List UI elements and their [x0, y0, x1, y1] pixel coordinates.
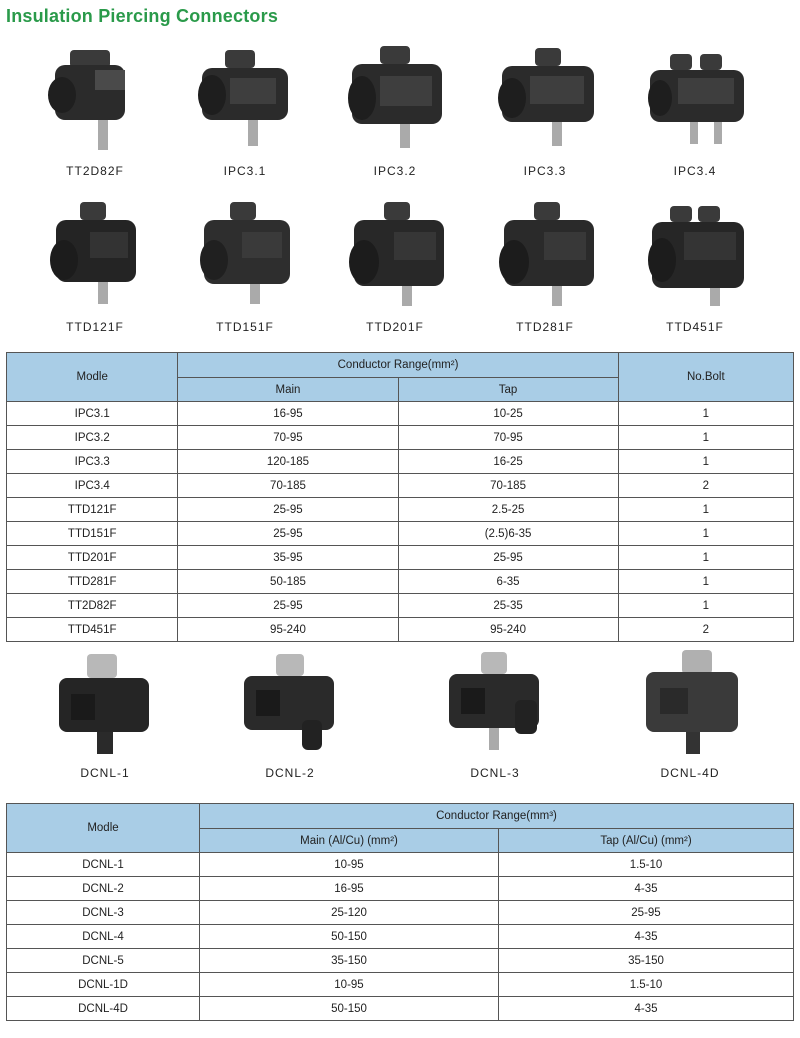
- model-cell: DCNL-4D: [7, 997, 200, 1021]
- main-cell: 70-185: [178, 474, 398, 498]
- connector-image: [640, 40, 750, 160]
- connector-image: [40, 198, 150, 316]
- product-ttd281f: [470, 198, 620, 334]
- tap-cell: 4-35: [499, 997, 794, 1021]
- col-bolt-header: No.Bolt: [618, 353, 793, 402]
- product-label: TTD121F: [66, 320, 124, 334]
- main-cell: 25-120: [200, 901, 499, 925]
- product-label: TTD201F: [366, 320, 424, 334]
- main-cell: 35-150: [200, 949, 499, 973]
- table-row: [7, 925, 794, 949]
- product-ipc3-1: [170, 40, 320, 178]
- model-cell: IPC3.1: [7, 402, 178, 426]
- connector-image: [435, 650, 555, 762]
- model-cell: IPC3.3: [7, 450, 178, 474]
- connector-image: [630, 650, 750, 762]
- main-cell: 25-95: [178, 522, 398, 546]
- connector-image: [40, 40, 150, 160]
- connector-image: [230, 650, 350, 762]
- table-row: [7, 901, 794, 925]
- model-cell: TT2D82F: [7, 594, 178, 618]
- tap-cell: 4-35: [499, 877, 794, 901]
- connector-image: [490, 198, 600, 316]
- connector-image: [490, 40, 600, 160]
- product-ttd151f: [170, 198, 320, 334]
- table-row: [7, 474, 794, 498]
- tap-cell: 25-35: [398, 594, 618, 618]
- product-dcnl-3: [420, 650, 570, 780]
- table-row: [7, 853, 794, 877]
- tap-cell: 1.5-10: [499, 973, 794, 997]
- main-cell: 120-185: [178, 450, 398, 474]
- dcnl-spec-table: [6, 803, 794, 1021]
- main-cell: 16-95: [178, 402, 398, 426]
- product-label: TT2D82F: [66, 164, 124, 178]
- model-cell: TTD151F: [7, 522, 178, 546]
- model-cell: DCNL-4: [7, 925, 200, 949]
- table-row: [7, 949, 794, 973]
- table-row: [7, 522, 794, 546]
- bolt-cell: 1: [618, 522, 793, 546]
- product-ttd121f: [20, 198, 170, 334]
- main-cell: 10-95: [200, 853, 499, 877]
- tap-cell: 2.5-25: [398, 498, 618, 522]
- main-cell: 25-95: [178, 594, 398, 618]
- main-cell: 95-240: [178, 618, 398, 642]
- product-ipc3-3: [470, 40, 620, 178]
- bolt-cell: 1: [618, 426, 793, 450]
- tap-cell: 10-25: [398, 402, 618, 426]
- bolt-cell: 1: [618, 498, 793, 522]
- product-label: DCNL-4D: [660, 766, 720, 780]
- tap-cell: 6-35: [398, 570, 618, 594]
- tap-cell: (2.5)6-35: [398, 522, 618, 546]
- connector-image: [340, 198, 450, 316]
- bolt-cell: 1: [618, 546, 793, 570]
- product-ttd201f: [320, 198, 470, 334]
- tap-cell: 95-240: [398, 618, 618, 642]
- product-tt2d82f: [20, 40, 170, 178]
- model-cell: TTD281F: [7, 570, 178, 594]
- model-cell: DCNL-2: [7, 877, 200, 901]
- model-cell: DCNL-5: [7, 949, 200, 973]
- product-label: IPC3.2: [373, 164, 417, 178]
- product-label: TTD151F: [216, 320, 274, 334]
- tap-cell: 25-95: [398, 546, 618, 570]
- product-label: DCNL-1: [80, 766, 130, 780]
- product-ttd451f: [620, 198, 770, 334]
- table-row: [7, 594, 794, 618]
- product-dcnl-1: [30, 650, 180, 780]
- main-cell: 50-150: [200, 925, 499, 949]
- table-row: [7, 450, 794, 474]
- connector-image: [340, 40, 450, 160]
- tap-cell: 70-185: [398, 474, 618, 498]
- bolt-cell: 1: [618, 570, 793, 594]
- product-label: DCNL-3: [470, 766, 520, 780]
- tap-cell: 70-95: [398, 426, 618, 450]
- model-cell: DCNL-3: [7, 901, 200, 925]
- product-ipc3-4: [620, 40, 770, 178]
- model-cell: DCNL-1D: [7, 973, 200, 997]
- bolt-cell: 1: [618, 402, 793, 426]
- model-cell: TTD201F: [7, 546, 178, 570]
- bolt-cell: 1: [618, 450, 793, 474]
- main-cell: 50-150: [200, 997, 499, 1021]
- bolt-cell: 2: [618, 618, 793, 642]
- bolt-cell: 2: [618, 474, 793, 498]
- connector-image: [190, 198, 300, 316]
- main-cell: 10-95: [200, 973, 499, 997]
- tap-cell: 4-35: [499, 925, 794, 949]
- tap-cell: 1.5-10: [499, 853, 794, 877]
- product-dcnl-2: [215, 650, 365, 780]
- product-label: TTD451F: [666, 320, 724, 334]
- product-label: IPC3.1: [223, 164, 267, 178]
- table-row: [7, 618, 794, 642]
- page-title: Insulation Piercing Connectors: [6, 6, 279, 26]
- col-model-header: Modle: [7, 353, 178, 402]
- col-tap-header: Tap (Al/Cu) (mm²): [499, 829, 794, 853]
- connector-image: [640, 198, 750, 316]
- table-row: [7, 426, 794, 450]
- col-tap-header: Tap: [398, 378, 618, 402]
- conductor-range-header: Conductor Range(mm²): [178, 353, 618, 378]
- product-label: TTD281F: [516, 320, 574, 334]
- table-row: [7, 546, 794, 570]
- col-main-header: Main: [178, 378, 398, 402]
- main-cell: 25-95: [178, 498, 398, 522]
- model-cell: DCNL-1: [7, 853, 200, 877]
- col-main-header: Main (Al/Cu) (mm²): [200, 829, 499, 853]
- model-cell: TTD451F: [7, 618, 178, 642]
- table-row: [7, 570, 794, 594]
- model-cell: IPC3.4: [7, 474, 178, 498]
- product-label: IPC3.4: [673, 164, 717, 178]
- connector-image: [190, 40, 300, 160]
- product-label: DCNL-2: [265, 766, 315, 780]
- table-row: [7, 498, 794, 522]
- product-dcnl-4d: [615, 650, 765, 780]
- bolt-cell: 1: [618, 594, 793, 618]
- table-row: [7, 877, 794, 901]
- tap-cell: 35-150: [499, 949, 794, 973]
- tap-cell: 16-25: [398, 450, 618, 474]
- model-cell: TTD121F: [7, 498, 178, 522]
- main-cell: 50-185: [178, 570, 398, 594]
- table-row: [7, 402, 794, 426]
- product-label: IPC3.3: [523, 164, 567, 178]
- main-cell: 70-95: [178, 426, 398, 450]
- col-model-header: Modle: [7, 804, 200, 853]
- conductor-range-header: Conductor Range(mm³): [200, 804, 794, 829]
- ipc-spec-table: [6, 352, 794, 642]
- model-cell: IPC3.2: [7, 426, 178, 450]
- main-cell: 16-95: [200, 877, 499, 901]
- tap-cell: 25-95: [499, 901, 794, 925]
- table-row: [7, 997, 794, 1021]
- connector-image: [45, 650, 165, 762]
- product-ipc3-2: [320, 40, 470, 178]
- main-cell: 35-95: [178, 546, 398, 570]
- table-row: [7, 973, 794, 997]
